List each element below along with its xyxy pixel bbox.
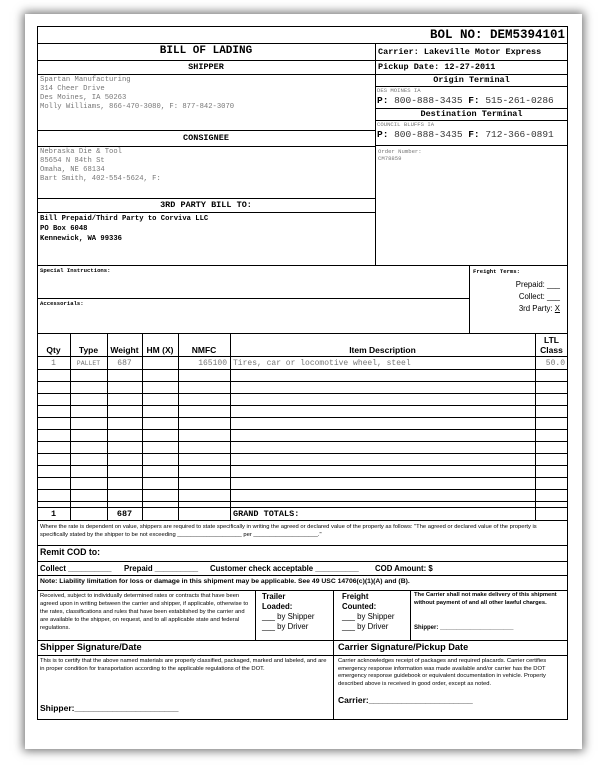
shipper-heading: SHIPPER [188, 62, 224, 72]
divider [37, 212, 375, 213]
table-row-line [37, 369, 567, 370]
table-row-line [37, 453, 567, 454]
row-qty: 1 [51, 359, 56, 368]
divider [37, 561, 568, 562]
table-row-line [37, 507, 567, 508]
trailer-by-driver: ___ by Driver [262, 622, 309, 631]
cod-customer-check: Customer check acceptable __________ [210, 564, 359, 573]
table-row-line [37, 465, 567, 466]
document-title: BILL OF LADING [159, 45, 253, 57]
freight-counted-by-shipper: ___ by Shipper [342, 612, 395, 621]
pickup-date-value: 12-27-2011 [444, 62, 496, 72]
table-header-bottom [37, 356, 568, 357]
consignee-line: Omaha, NE 68134 [40, 166, 105, 174]
col-header-qty: Qty [46, 345, 61, 355]
col-header-type: Type [78, 345, 99, 355]
row-ltl-class: 50.0 [545, 359, 565, 368]
freight-terms-third-party-value: X [554, 304, 560, 313]
cod-collect: Collect __________ [40, 564, 112, 573]
divider [37, 146, 375, 147]
shipper-line: Spartan Manufacturing [40, 76, 131, 84]
carrier-acknowledgement: Carrier acknowledges receipt of packages and required placards. Carrier certifies emergency response information was made available and/or carrier has the DOT emergency response guidebook or equivalent documentation in vehicle. Property described above is received in good order, except as noted. [338, 658, 547, 687]
carrier-label: Carrier: [378, 47, 419, 57]
grand-totals-label: GRAND TOTALS: [233, 509, 300, 519]
origin-phone: 800-888-3435 [394, 95, 463, 106]
cod-prepaid: Prepaid __________ [124, 564, 199, 573]
destination-city: COUNCIL BLUFFS IA [377, 121, 435, 128]
origin-terminal-heading: Origin Terminal [433, 75, 510, 85]
third-party-line: Kennewick, WA 99336 [40, 235, 122, 243]
col-header-ltl-class [535, 335, 568, 355]
shipper-line: Des Moines, IA 50263 [40, 94, 127, 102]
freight-terms-collect: Collect: ___ [518, 292, 560, 301]
total-weight: 687 [116, 509, 133, 519]
shipper-signature-line[interactable]: Shipper:______________________ [40, 703, 179, 713]
divider [37, 545, 568, 546]
trailer-by-shipper: ___ by Shipper [262, 612, 315, 621]
cod-amount: COD Amount: $ [375, 564, 433, 573]
divider [255, 590, 256, 640]
trailer-heading-2: Loaded: [262, 602, 293, 611]
carrier-signature-heading: Carrier Signature/Pickup Date [338, 642, 469, 652]
freight-counted-heading-1: Freight [342, 592, 369, 601]
table-row-line [37, 501, 567, 502]
row-description: Tires, car or locomotive wheel, steel [233, 359, 411, 368]
trailer-loaded [262, 592, 332, 632]
table-row-line [37, 477, 567, 478]
divider [37, 640, 568, 641]
table-row-line [37, 405, 567, 406]
pickup-date-field [378, 61, 566, 73]
carrier-field [378, 47, 566, 58]
order-number-value: CM78859 [378, 155, 402, 162]
col-header-nmfc: NMFC [191, 345, 217, 355]
divider [37, 575, 568, 576]
row-nmfc: 165100 [198, 359, 227, 368]
carrier-signature-line[interactable]: Carrier:______________________ [338, 695, 473, 705]
divider [37, 74, 375, 75]
freight-terms-third-party [470, 303, 560, 315]
shipper-signature-heading: Shipper Signature/Date [40, 642, 142, 652]
destination-fax: 712-366-0891 [485, 129, 554, 140]
divider [37, 298, 469, 299]
destination-p-label: P: [377, 129, 389, 140]
received-terms: Received, subject to individually determined rates or contracts that have been agreed upon in writing between the carrier and shipper, if applicable, otherwise to the rates, classifications and rules that have been established by the carrier and are available to the shipper, on request, and to all applicable state and federal regulations. [40, 593, 249, 631]
origin-fax: 515-261-0286 [485, 95, 554, 106]
origin-f-label: F: [468, 95, 480, 106]
freight-terms-options [470, 279, 560, 315]
order-number-label: Order Number: [378, 148, 422, 155]
freight-counted-heading-2: Counted: [342, 602, 377, 611]
order-number [378, 148, 563, 162]
consignee-line: Bart Smith, 402-554-5624, F: [40, 175, 161, 183]
divider [37, 590, 568, 591]
carrier-note-shipper-line: Shipper: ______________________ [414, 625, 514, 631]
origin-phones [377, 95, 567, 107]
freight-counted-by-driver: ___ by Driver [342, 622, 389, 631]
row-type: PALLET [76, 360, 101, 367]
destination-phones [377, 129, 567, 141]
divider [37, 333, 568, 334]
table-row-line [37, 393, 567, 394]
bol-number-field [380, 27, 565, 43]
shipper-address [40, 76, 370, 112]
third-party-heading: 3RD PARTY BILL TO: [160, 200, 252, 210]
shipper-line: Molly Williams, 866-470-3080, F: 877-842-3070 [40, 103, 235, 111]
trailer-heading-1: Trailer [262, 592, 286, 601]
divider [37, 655, 568, 656]
destination-f-label: F: [468, 129, 480, 140]
table-row-line [37, 429, 567, 430]
third-party-address [40, 214, 370, 244]
col-header-weight: Weight [110, 345, 139, 355]
liability-note: Note: Liability limitation for loss or damage in this shipment may be applicable. See 49 USC 14706(c)(1)(A) and (B). [40, 578, 410, 585]
shipper-line: 314 Cheer Drive [40, 85, 105, 93]
third-party-line: Bill Prepaid/Third Party to Corviva LLC [40, 215, 209, 223]
freight-terms-third-party-label: 3rd Party: [518, 304, 553, 313]
shipper-certification: This is to certify that the above named materials are properly classified, packaged, marked and labeled, and are in proper condition for transportation according to the applicable regulations of the DOT. [40, 658, 327, 672]
destination-terminal-heading: Destination Terminal [420, 109, 523, 119]
destination-phone: 800-888-3435 [394, 129, 463, 140]
table-col-line [230, 333, 231, 520]
col-header-description: Item Description [349, 345, 416, 355]
freight-terms-label: Freight Terms: [473, 268, 520, 275]
origin-p-label: P: [377, 95, 389, 106]
table-row-line [37, 381, 567, 382]
consignee-heading: CONSIGNEE [183, 133, 229, 143]
divider [410, 590, 411, 640]
freight-terms-prepaid: Prepaid: ___ [515, 280, 560, 289]
special-instructions-label: Special Instructions: [40, 267, 111, 274]
divider [37, 265, 568, 266]
bol-number: DEM5394101 [489, 28, 565, 42]
consignee-line: 85654 N 84th St [40, 157, 105, 165]
table-row-line [37, 441, 567, 442]
divider [333, 640, 334, 720]
row-weight: 687 [117, 359, 132, 368]
total-qty: 1 [50, 509, 57, 519]
third-party-line: PO Box 6048 [40, 225, 88, 233]
table-row-line [37, 489, 567, 490]
consignee-address [40, 148, 370, 184]
accessorials-label: Accessorials: [40, 300, 84, 307]
declared-value-note: Where the rate is dependent on value, shippers are required to state specifically in writing the agreed or declared value of the property as follows: "The agreed or declared value of the property is specifically stated by the shipper to be not exceeding ____________________ per ____________________." [40, 524, 537, 538]
consignee-line: Nebraska Die & Tool [40, 148, 122, 156]
table-bottom [37, 520, 568, 521]
bol-label: BOL NO: [429, 28, 483, 42]
carrier-value: Lakeville Motor Express [423, 47, 542, 57]
divider [375, 145, 568, 146]
origin-city: DES MOINES IA [377, 87, 421, 94]
freight-counted [342, 592, 408, 632]
col-header-class: Class [540, 345, 563, 355]
remit-cod-heading: Remit COD to: [40, 547, 101, 557]
col-header-ltl: LTL [544, 335, 559, 345]
table-col-line [142, 333, 143, 520]
carrier-delivery-note: The Carrier shall not make delivery of this shipment without payment of and all other lawful charges. [414, 592, 557, 606]
divider [333, 590, 334, 640]
pickup-date-label: Pickup Date: [378, 62, 440, 72]
col-header-hm: HM (X) [146, 345, 174, 355]
table-row-line [37, 417, 567, 418]
